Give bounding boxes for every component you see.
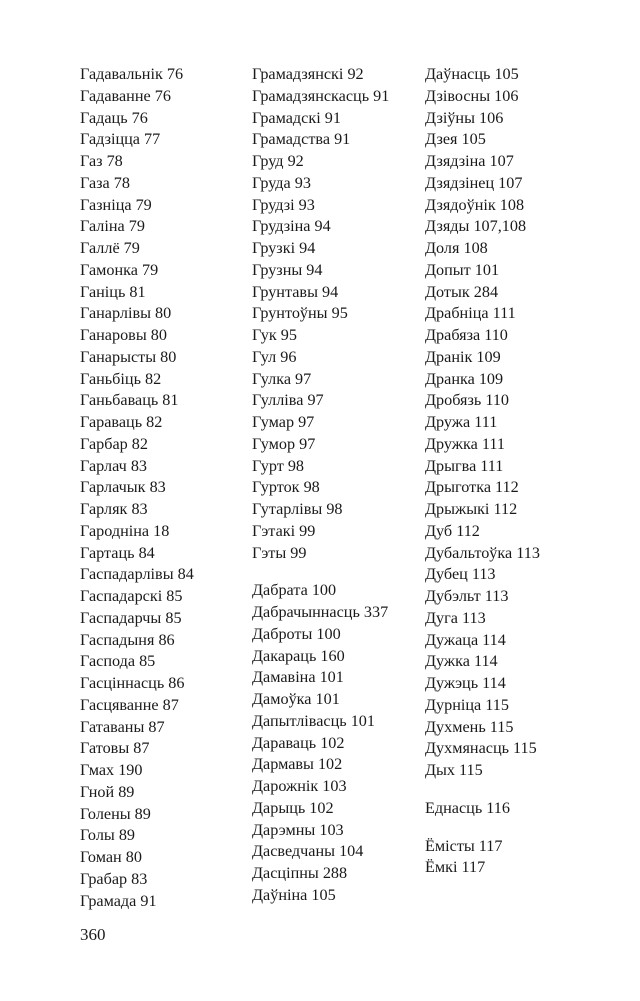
index-entry: Грамадзянскі 92 xyxy=(252,65,364,83)
index-entry: Ганіць 81 xyxy=(80,282,146,301)
index-entry: Ганарлівы 80 xyxy=(80,304,172,323)
index-entry: Дзея 105 xyxy=(425,130,486,149)
letter-group-gap xyxy=(425,820,540,836)
index-entry: Дружка 111 xyxy=(425,434,505,453)
index-entry: Гарлачык 83 xyxy=(80,478,166,497)
index-entry: Гаспадарчы 85 xyxy=(80,608,182,627)
index-entry: Дуга 113 xyxy=(425,608,486,627)
index-entry: Гул 96 xyxy=(252,347,297,366)
index-entry: Допыт 101 xyxy=(425,260,500,279)
index-entry: Дасціпны 288 xyxy=(252,864,348,882)
index-entry: Дзіўны 106 xyxy=(425,108,504,127)
index-entry: Газа 78 xyxy=(80,173,130,192)
index-entry: Дружа 111 xyxy=(425,413,498,431)
index-entry: Грудзі 93 xyxy=(252,195,315,214)
index-entry: Голены 89 xyxy=(80,804,151,823)
index-entry: Гасцяванне 87 xyxy=(80,695,179,714)
index-entry: Гарбар 82 xyxy=(80,434,148,453)
index-entry: Гумор 97 xyxy=(252,434,316,453)
index-entry: Грунтавы 94 xyxy=(252,282,339,301)
index-entry: Духмень 115 xyxy=(425,717,514,736)
index-column-1 xyxy=(80,64,194,912)
index-entry: Гараваць 82 xyxy=(80,413,163,431)
index-entry: Дабрата 100 xyxy=(252,581,337,600)
index-entry: Гэты 99 xyxy=(252,543,307,562)
index-entry: Дзядоўнік 108 xyxy=(425,195,525,214)
index-entry: Грабар 83 xyxy=(80,869,148,888)
index-entry: Груда 93 xyxy=(252,173,311,192)
index-entry: Гоман 80 xyxy=(80,848,142,866)
index-entry: Дужка 114 xyxy=(425,652,498,671)
index-entry: Дзядзіна 107 xyxy=(425,152,514,170)
index-entry: Дзівосны 106 xyxy=(425,86,519,105)
index-entry: Грузны 94 xyxy=(252,260,323,279)
index-entry: Гэтакі 99 xyxy=(252,521,316,540)
index-entry: Гадзіцца 77 xyxy=(80,130,161,149)
index-entry: Дарыць 102 xyxy=(252,798,334,817)
index-entry: Ганарысты 80 xyxy=(80,347,177,366)
index-entry: Грамадскі 91 xyxy=(252,108,341,127)
index-entry: Гурток 98 xyxy=(252,478,320,497)
index-entry: Грамадзянскасць 91 xyxy=(252,86,390,105)
index-entry: Гной 89 xyxy=(80,782,135,801)
index-entry: Дых 115 xyxy=(425,761,483,779)
index-entry: Доля 108 xyxy=(425,239,488,257)
index-entry: Дармавы 102 xyxy=(252,755,343,774)
index-entry: Гамонка 79 xyxy=(80,260,159,279)
index-entry: Гук 95 xyxy=(252,326,297,344)
index-entry: Грамадства 91 xyxy=(252,130,351,149)
index-entry: Гасціннасць 86 xyxy=(80,674,185,692)
letter-group-gap xyxy=(425,782,540,798)
page-number: 360 xyxy=(80,925,106,944)
index-entry: Дабрачыннасць 337 xyxy=(252,603,389,621)
letter-group-gap xyxy=(252,564,389,580)
index-entry: Гаспадыня 86 xyxy=(80,630,175,649)
index-entry: Гулка 97 xyxy=(252,369,312,388)
index-entry: Грузкі 94 xyxy=(252,239,316,257)
index-entry: Дзяды 107,108 xyxy=(425,217,527,236)
index-entry: Дарожнік 103 xyxy=(252,777,347,795)
index-entry: Грудзіна 94 xyxy=(252,217,331,236)
index-entry: Гатовы 87 xyxy=(80,739,150,758)
index-entry: Дамавіна 101 xyxy=(252,668,344,687)
index-entry: Драбніца 111 xyxy=(425,304,516,323)
index-entry: Гуллiва 97 xyxy=(252,391,324,410)
index-entry: Грунтоўны 95 xyxy=(252,304,348,323)
index-entry: Ганьбаваць 81 xyxy=(80,391,179,410)
index-entry: Гаспадарлівы 84 xyxy=(80,565,194,584)
index-entry: Галлё 79 xyxy=(80,239,140,257)
index-entry: Гаспода 85 xyxy=(80,652,156,671)
index-entry: Еднасць 116 xyxy=(425,798,510,817)
index-entry: Гартаць 84 xyxy=(80,543,155,562)
index-entry: Гатаваны 87 xyxy=(80,717,165,736)
index-entry: Гародніна 18 xyxy=(80,521,170,540)
index-entry: Драбяза 110 xyxy=(425,326,508,344)
index-entry: Дубальтоўка 113 xyxy=(425,543,540,562)
index-entry: Ёмісты 117 xyxy=(425,836,503,855)
index-column-2 xyxy=(252,64,389,907)
index-entry: Голы 89 xyxy=(80,826,136,845)
index-entry: Дурніца 115 xyxy=(425,695,509,714)
index-entry: Дранік 109 xyxy=(425,347,501,366)
index-entry: Дзядзінец 107 xyxy=(425,173,523,192)
index-entry: Дотык 284 xyxy=(425,282,499,301)
index-entry: Дужаца 114 xyxy=(425,630,506,649)
index-entry: Гаспадарскі 85 xyxy=(80,587,183,605)
index-entry: Газніца 79 xyxy=(80,195,152,214)
index-entry: Дужэць 114 xyxy=(425,674,506,692)
index-entry: Дасведчаны 104 xyxy=(252,842,364,861)
index-entry: Дуб 112 xyxy=(425,521,480,540)
index-entry: Гадаванне 76 xyxy=(80,86,171,105)
index-entry: Духмянасць 115 xyxy=(425,739,537,758)
index-entry: Дараваць 102 xyxy=(252,733,345,752)
index-entry: Даўнасць 105 xyxy=(425,65,519,83)
index-entry: Ганьбіць 82 xyxy=(80,369,162,388)
index-column-3 xyxy=(425,64,540,879)
index-entry: Даўніна 105 xyxy=(252,885,336,904)
index-entry: Ёмкі 117 xyxy=(425,858,486,877)
index-entry: Гарлач 83 xyxy=(80,456,148,475)
index-entry: Дранка 109 xyxy=(425,369,504,388)
index-entry: Грамада 91 xyxy=(80,891,157,910)
index-entry: Гадаць 76 xyxy=(80,108,148,127)
index-entry: Гарляк 83 xyxy=(80,500,148,518)
index-entry: Дамоўка 101 xyxy=(252,690,340,708)
index-entry: Дрыгва 111 xyxy=(425,456,504,475)
index-entry: Галіна 79 xyxy=(80,217,145,236)
index-entry: Ганаровы 80 xyxy=(80,326,167,344)
index-entry: Дробязь 110 xyxy=(425,391,510,410)
index-entry: Дапытлівасць 101 xyxy=(252,711,375,730)
index-entry: Гадавальнік 76 xyxy=(80,65,184,83)
index-entry: Гутарлівы 98 xyxy=(252,500,343,518)
index-entry: Груд 92 xyxy=(252,152,304,170)
index-entry: Даброты 100 xyxy=(252,624,341,643)
index-entry: Дубэльт 113 xyxy=(425,587,509,605)
index-entry: Гурт 98 xyxy=(252,456,305,475)
index-entry: Дакараць 160 xyxy=(252,646,345,665)
index-entry: Дарэмны 103 xyxy=(252,820,344,839)
index-entry: Гмах 190 xyxy=(80,761,143,779)
index-entry: Дрыготка 112 xyxy=(425,478,519,497)
index-entry: Дубец 113 xyxy=(425,565,496,584)
index-entry: Газ 78 xyxy=(80,152,123,170)
index-entry: Гумар 97 xyxy=(252,413,315,431)
index-entry: Дрыжыкі 112 xyxy=(425,500,518,518)
